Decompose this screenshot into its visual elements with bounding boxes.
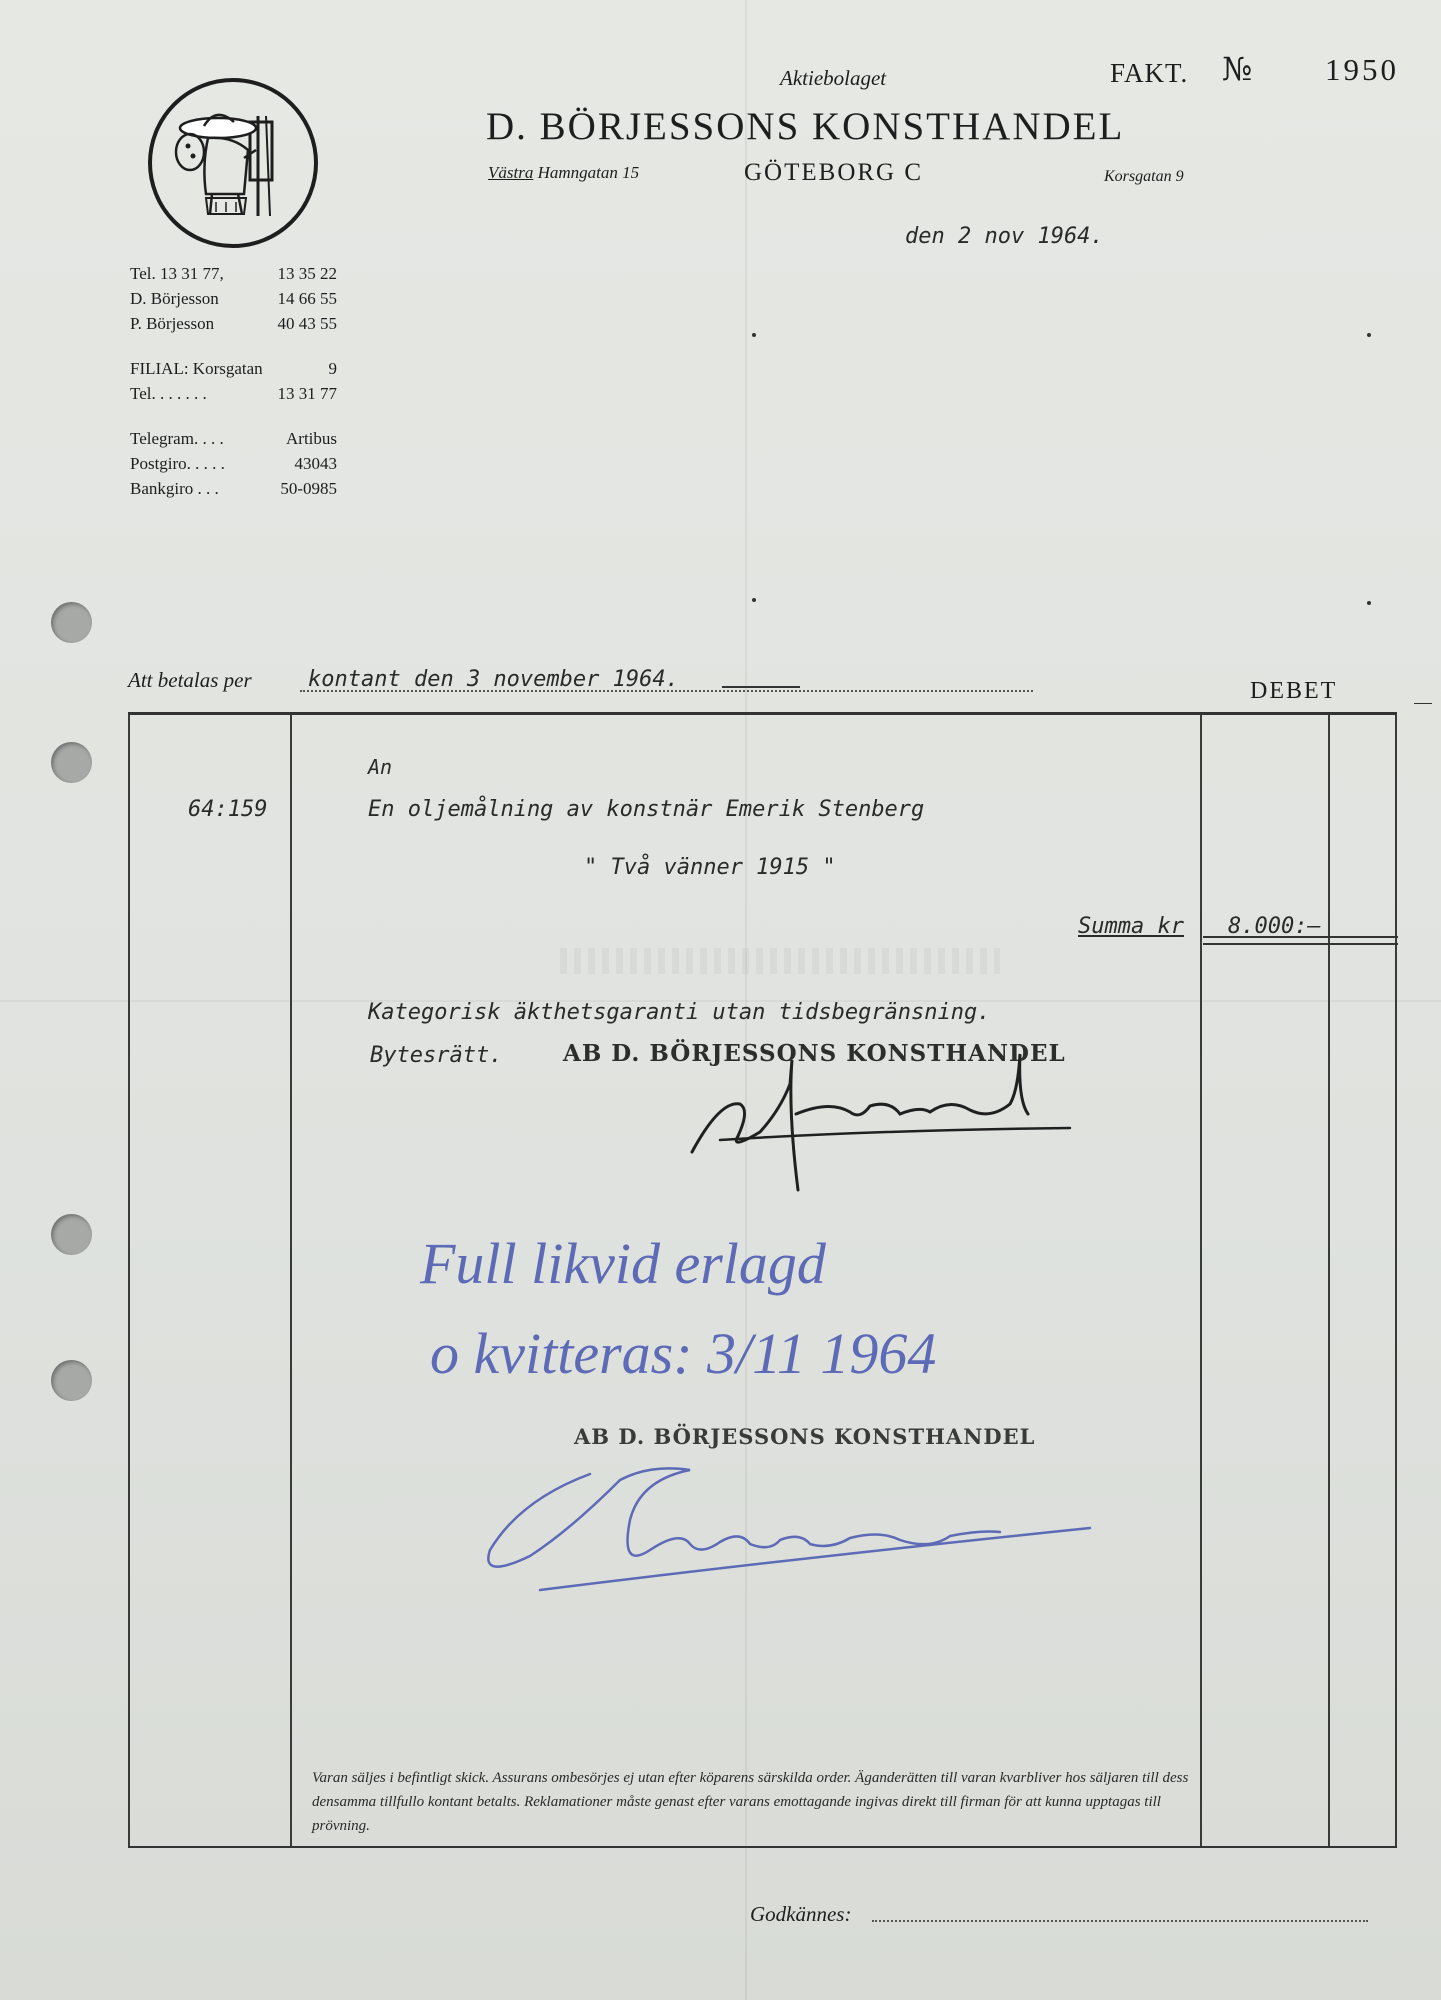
punch-hole — [51, 1214, 92, 1255]
contact-value: 13 35 22 — [277, 264, 337, 283]
payment-dash — [722, 686, 800, 688]
sum-label: Summa kr — [1078, 914, 1184, 939]
contact-label: FILIAL: Korsgatan — [130, 359, 263, 378]
terms-of-sale: Varan säljes i befintligt skick. Assurans ombesörjes ej utan efter köparens särskilda order. Äganderätten till varan kvarbliver hos säljaren till dess densamma tillfullo kontant betalts. Reklamationer måste genast efter varans emottagande ingivas direkt till firman för att kunna upptagas till prövning. — [312, 1770, 1189, 1834]
punch-hole — [51, 602, 92, 643]
contact-row — [130, 264, 337, 284]
sum-rule — [1203, 943, 1398, 945]
contact-value: 13 31 77 — [277, 384, 337, 403]
authenticity-guarantee: Kategorisk äkthetsgaranti utan tidsbegränsning. — [368, 1000, 991, 1025]
table-bottom-rule — [128, 1846, 1397, 1848]
invoice-number: 1950 — [1325, 52, 1399, 87]
window-marker-dot — [1367, 333, 1371, 337]
contact-row — [130, 289, 337, 309]
contact-row — [130, 454, 337, 474]
address-left — [488, 163, 639, 183]
approval-label: Godkännes: — [750, 1902, 852, 1926]
company-stamp: AB D. BÖRJESSONS KONSTHANDEL — [574, 1424, 1036, 1449]
aktiebolaget-label: Aktiebolaget — [780, 66, 887, 90]
window-marker-dot — [1367, 601, 1371, 605]
painter-logo-icon — [146, 76, 320, 250]
contact-label: D. Börjesson — [130, 289, 219, 308]
debet-heading: DEBET — [1250, 678, 1338, 704]
invoice-date: den 2 nov 1964. — [905, 224, 1104, 249]
city: GÖTEBORG C — [744, 159, 924, 186]
contact-value: Artibus — [286, 429, 337, 448]
contact-value: 50-0985 — [280, 479, 337, 498]
handwritten-note-line1: Full likvid erlagd — [420, 1231, 826, 1296]
faded-imprint — [560, 948, 1000, 974]
exchange-right: Bytesrätt. — [370, 1043, 503, 1068]
table-amount-column-border — [1200, 714, 1202, 1846]
item-description: En oljemålning av konstnär Emerik Stenberg — [368, 797, 925, 822]
contact-label: P. Börjesson — [130, 314, 215, 333]
address-right: Korsgatan 9 — [1104, 168, 1184, 185]
signature-black — [680, 1040, 1080, 1190]
contact-row — [130, 479, 337, 499]
item-reference: 64:159 — [188, 797, 268, 822]
address-left-rest: Hamngatan 15 — [533, 163, 640, 182]
sum-amount: 8.000:— — [1228, 914, 1321, 939]
table-top-rule — [128, 712, 1397, 715]
contact-row — [130, 314, 337, 334]
punch-hole — [51, 742, 92, 783]
contact-label: Bankgiro . . . — [130, 479, 219, 498]
payment-label: Att betalas per — [128, 668, 252, 692]
contact-value: 14 66 55 — [277, 289, 337, 308]
item-title: " Två vänner 1915 " — [584, 855, 836, 880]
company-stamp: AB D. BÖRJESSONS KONSTHANDEL — [563, 1040, 1066, 1067]
contact-row — [130, 429, 337, 449]
contact-label: Postgiro. . . . . — [130, 454, 225, 473]
table-left-border — [128, 714, 130, 1846]
sum-rule — [1203, 936, 1398, 938]
window-marker-dot — [752, 598, 756, 602]
approval-dotted-line — [872, 1920, 1368, 1922]
payment-terms: kontant den 3 november 1964. — [308, 667, 679, 692]
company-name: D. BÖRJESSONS KONSTHANDEL — [486, 105, 1125, 148]
number-sign: № — [1222, 50, 1253, 88]
contact-row — [130, 359, 337, 379]
contact-value: 9 — [328, 359, 337, 378]
address-left-street: Västra — [488, 163, 534, 182]
contact-label: Tel. 13 31 77, — [130, 264, 224, 283]
table-right-border — [1395, 714, 1397, 1846]
margin-tick — [1414, 703, 1432, 704]
punch-hole — [51, 1360, 92, 1401]
contact-label: Telegram. . . . — [130, 429, 224, 448]
contact-value: 40 43 55 — [277, 314, 337, 333]
contact-value: 43043 — [294, 454, 337, 473]
contact-label: Tel. . . . . . . — [130, 384, 207, 403]
fakt-label: FAKT. — [1110, 58, 1189, 88]
table-ref-column-border — [290, 714, 292, 1846]
window-marker-dot — [752, 333, 756, 337]
an-label: An — [368, 755, 393, 779]
signature-blue — [480, 1460, 1100, 1610]
table-ore-column-border — [1328, 714, 1330, 1846]
handwritten-note-line2: o kvitteras: 3/11 1964 — [430, 1321, 937, 1386]
contact-row — [130, 384, 337, 404]
